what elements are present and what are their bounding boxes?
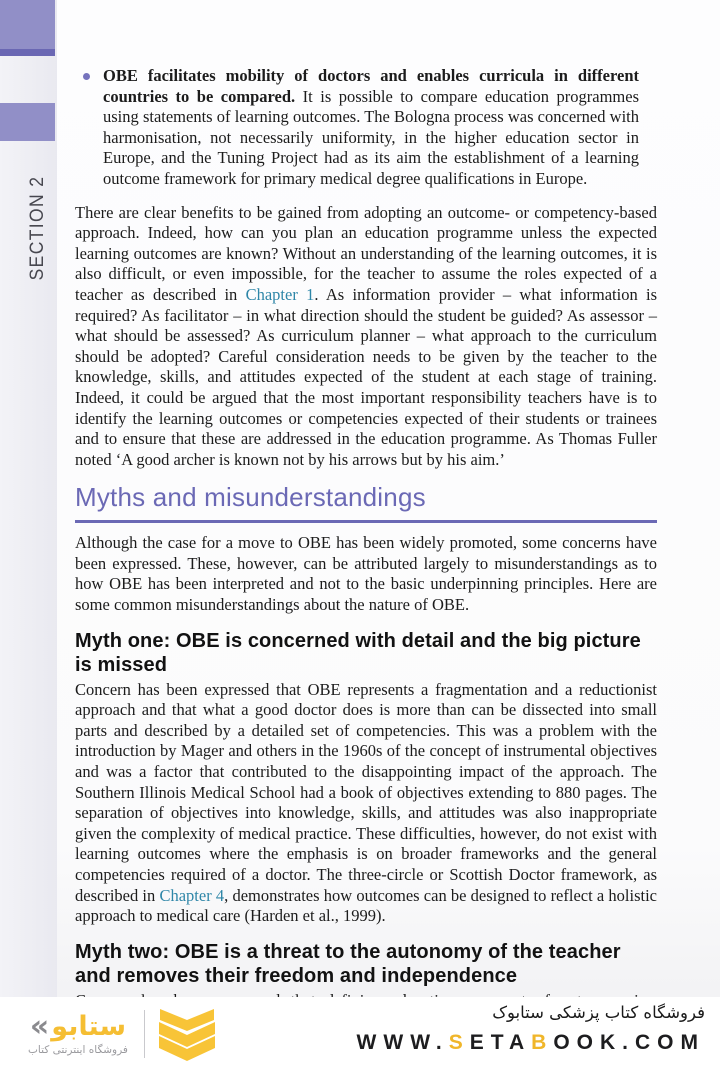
sidebar-decor-block-top xyxy=(0,0,55,56)
text-segment: OBE facilitates mobility of doctors and enables curricula in different countries to be compared. xyxy=(103,66,639,106)
chevron-emblem-icon xyxy=(157,1007,217,1061)
chapter-link[interactable]: Chapter 1 xyxy=(245,284,315,304)
footer-store-block xyxy=(357,1003,705,1055)
section-sidebar xyxy=(0,0,57,997)
bullet-item xyxy=(75,66,657,190)
setabook-logo xyxy=(28,1007,217,1061)
myth-one-paragraph xyxy=(75,680,657,927)
section-label: SECTION 2 xyxy=(27,175,48,281)
myths-intro-paragraph: Although the case for a move to OBE has been widely promoted, some concerns have been expressed. These, however, can be attributed largely to misunderstandings as to how OBE has been interpreted and not to the basic underpinning principles. Here are some common misunderstandings about the nature of OBE. xyxy=(75,533,657,615)
text-segment: B xyxy=(531,1031,554,1054)
footer xyxy=(0,997,720,1080)
logo-divider xyxy=(144,1010,145,1058)
logo-tagline: فروشگاه اینترنتی کتاب xyxy=(28,1044,128,1056)
site-url xyxy=(357,1031,705,1055)
text-segment: There are clear benefits to be gained from adopting an outcome- or competency-based approach. Indeed, how can you plan an education programme unless the expected learning outcomes are known? Without an understanding of the learning outcomes, it is also difficult, or even impossible, for the teacher to assume the roles expected of a teacher as described in xyxy=(75,202,657,304)
page-content xyxy=(75,66,657,1011)
text-segment: , demonstrates how outcomes can be designed to reflect a holistic approach to medical care (Harden et al., 1999). xyxy=(75,885,658,926)
store-title: فروشگاه کتاب پزشکی ستابوک xyxy=(492,1003,705,1022)
myth-two-heading: Myth two: OBE is a threat to the autonomy of the teacher and removes their freedom and independence xyxy=(75,940,621,987)
logo-brand-text: ستابو xyxy=(51,1011,127,1043)
logo-wordmark-block xyxy=(28,1009,128,1056)
sidebar-decor-block-second xyxy=(0,103,55,141)
text-segment: S xyxy=(448,1031,470,1054)
text-segment: Concern has been expressed that OBE represents a fragmentation and a reductionist approach and that what a good doctor does is more than can be dissected into small parts and described by a detailed set of competencies. This was a problem with the introduction by Mager and others in the 1960s of the concept of instrumental objectives and was a factor that contributed to the disappointing impact of the approach. The Southern Illinois Medical School had a book of objectives extending to 880 pages. The separation of objectives into knowledge, skills, and attitudes was also inappropriate given the complexity of medical practice. These difficulties, however, do not exist with learning outcomes where the emphasis is on broader frameworks and the general competencies required of a doctor. The three-circle or Scottish Doctor framework, as described in xyxy=(75,679,657,905)
text-segment: ETA xyxy=(469,1031,532,1054)
myth-one-heading: Myth one: OBE is concerned with detail and the big picture is missed xyxy=(75,629,641,676)
chapter-link[interactable]: Chapter 4 xyxy=(159,885,225,905)
text-segment: It is possible to compare education programmes using statements of learning outcomes. The Bologna process was concerned with harmonisation, not necessarily uniformity, in the higher education sector in Europe, and the Tuning Project had as its aim the establishment of a learning outcome framework for primary medical degree qualifications in Europe. xyxy=(103,86,640,188)
text-segment: WWW. xyxy=(356,1031,449,1054)
text-segment: OOK.COM xyxy=(553,1031,705,1054)
bullet-paragraph xyxy=(103,66,657,190)
logo-wordmark xyxy=(29,1009,127,1044)
benefits-paragraph xyxy=(75,203,657,471)
logo-guillemet-icon: « xyxy=(29,1009,50,1044)
text-segment: . As information provider – what information is required? As facilitator – in what direction should the student be guided? As assessor – what should be assessed? As curriculum planner – what approach to the curriculum should be adopted? Careful consideration needs to be given by the teacher to the knowledge, skills, and attitudes expected of the student at each stage of training. Indeed, it could be argued that the most important responsibility teachers have is to identify the learning outcomes or competencies expected of their students or trainees and to ensure that these are addressed in the education programme. As Thomas Fuller noted ‘A good archer is known not by his arrows but by his aim.’ xyxy=(75,284,657,469)
section-heading: Myths and misunderstandings xyxy=(75,482,426,513)
heading-rule xyxy=(75,520,657,523)
bullet-icon xyxy=(83,73,90,80)
